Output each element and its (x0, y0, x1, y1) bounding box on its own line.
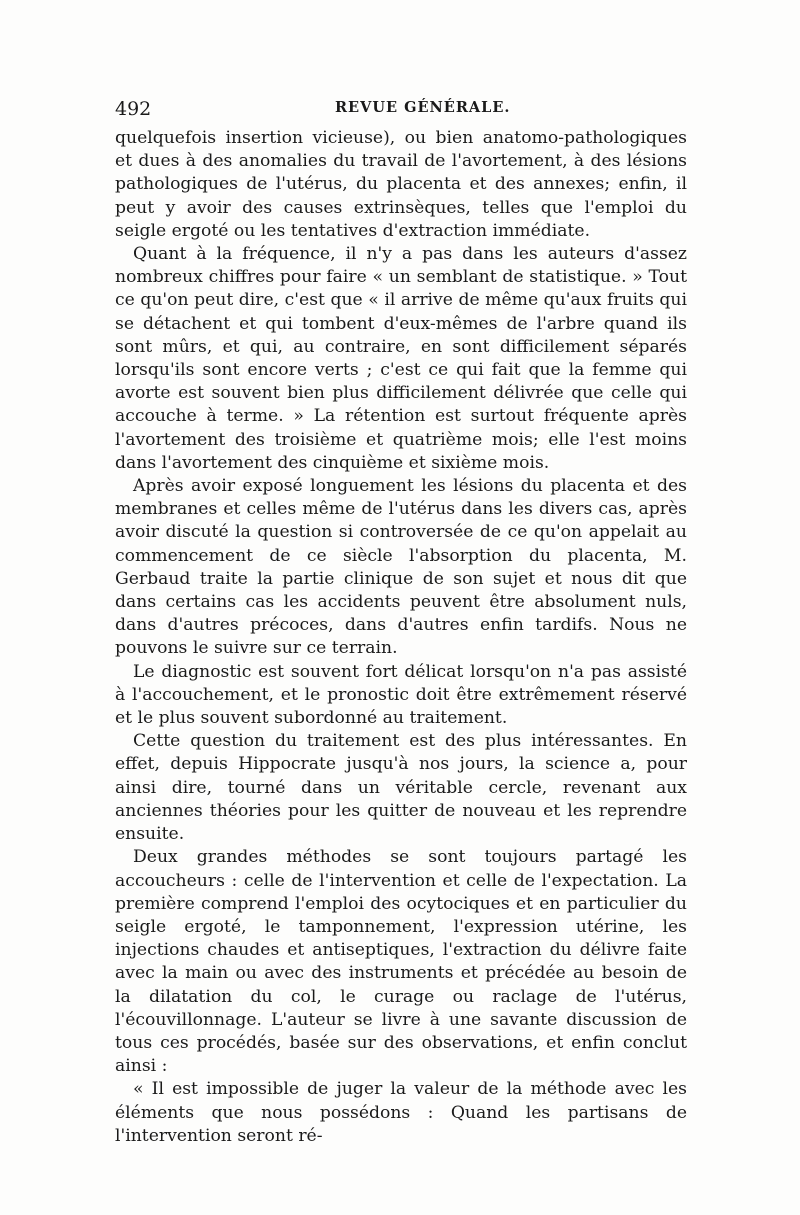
paragraph-quotation: « Il est impossible de juger la valeur de la méthode avec les éléments que nous possédons : Quand les partisans de l'intervention seront ré- (115, 1079, 687, 1146)
paragraph-causes-continued: quelquefois insertion vicieuse), ou bien anatomo-pathologiques et dues à des anomalies du travail de l'avortement, à des lésions pathologiques de l'utérus, du placenta et des annexes; enfin, il peut y avoir des causes extrinsèques, telles que l'emploi du seigle ergoté ou les tentatives d'extraction immédiate. (115, 128, 687, 241)
paragraph-frequency: Quant à la fréquence, il n'y a pas dans les auteurs d'assez nombreux chiffres pour faire « un semblant de statistique. » Tout ce qu'on peut dire, c'est que « il arrive de même qu'aux fruits qui se détachent et qui tombent d'eux-mêmes de l'arbre quand ils sont mûrs, et qui, au contraire, en sont difficilement séparés lorsqu'ils sont encore verts ; c'est ce qui fait que la femme qui avorte est souvent bien plus difficilement délivrée que celle qui accouche à terme. » La rétention est surtout fréquente après l'avortement des troisième et quatrième mois; elle l'est moins dans l'avortement des cinquième et sixième mois. (115, 244, 687, 473)
page-number: 492 (115, 98, 152, 120)
paragraph-two-methods: Deux grandes méthodes se sont toujours partagé les accoucheurs : celle de l'intervention et celle de l'expectation. La première comprend l'emploi des ocytociques et en particulier du seigle ergoté, le tamponnement, l'expression utérine, les injections chaudes et antiseptiques, l'extraction du délivre faite avec la main ou avec des instruments et précédée au besoin de la dilatation du col, le curage ou raclage de l'utérus, l'écouvillonnage. L'auteur se livre à une savante discussion de tous ces procédés, basée sur des observations, et enfin conclut ainsi : (115, 847, 687, 1077)
page-header (115, 98, 687, 124)
running-title: REVUE GÉNÉRALE. (335, 99, 511, 116)
paragraph-clinical-part: Après avoir exposé longuement les lésions du placenta et des membranes et celles même de l'utérus dans les divers cas, après avoir discuté la question si controversée de ce qu'on appelait au commencement de ce siècle l'absorption du placenta, M. Gerbaud traite la partie clinique de son sujet et nous dit que dans certains cas les accidents peuvent être absolument nuls, dans d'autres précoces, dans d'autres enfin tardifs. Nous ne pouvons le suivre sur ce terrain. (115, 476, 687, 659)
page-body (115, 127, 687, 1148)
paragraph-diagnosis: Le diagnostic est souvent fort délicat lorsqu'on n'a pas assisté à l'accouchement, et le pronostic doit être extrêmement réservé et le plus souvent subordonné au traitement. (115, 661, 687, 729)
paragraph-treatment: Cette question du traitement est des plus intéressantes. En effet, depuis Hippocrate jusqu'à nos jours, la science a, pour ainsi dire, tourné dans un véritable cercle, revenant aux anciennes théories pour les quitter de nouveau et les reprendre ensuite. (115, 731, 687, 845)
